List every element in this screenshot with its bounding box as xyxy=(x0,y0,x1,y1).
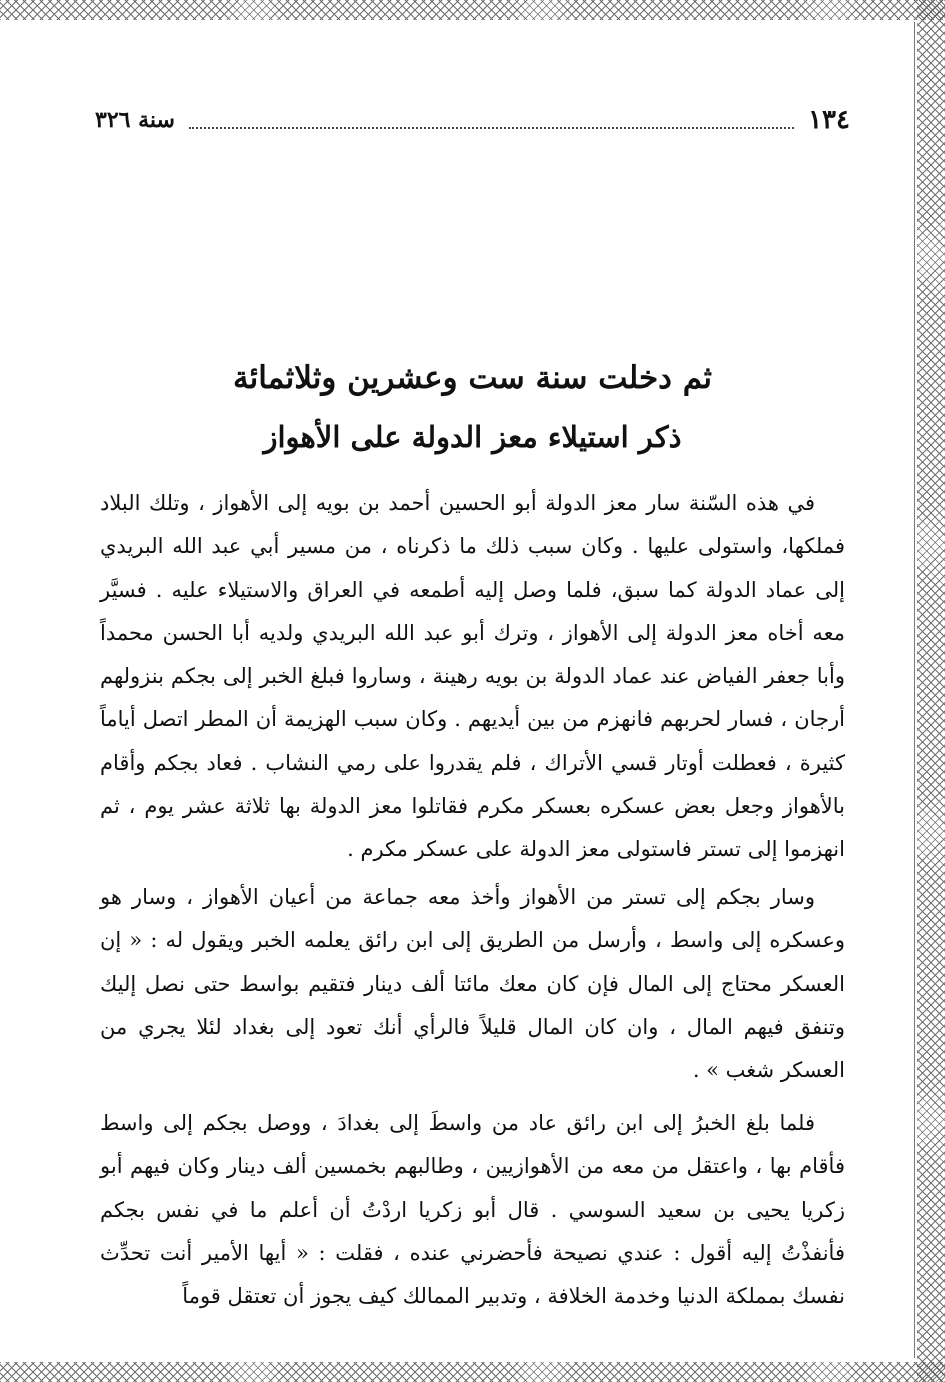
running-header xyxy=(95,100,850,140)
decorative-border-right xyxy=(917,0,945,1382)
section-heading: ذكر استيلاء معز الدولة على الأهواز xyxy=(263,420,682,454)
body-text-block-2 xyxy=(100,876,845,1092)
dotted-leader xyxy=(189,111,794,129)
paragraph: فلما بلغ الخبرُ إلى ابن رائق عاد من واسطَ إلى بغدادَ ، ووصل بجكم إلى واسط فأقام بها ، واعتقل من معه من الأهوازيين ، وطالبهم بخمسين ألف دينار وكان فيهم أبو زكريا يحيى بن سعيد السوسي . قال أبو زكريا اردْتُ أن أعلم ما في نفس بجكم فأنفذْتُ إليه أقول : عندي نصيحة فأحضرني عنده ، فقلت : « أيها الأمير أنت تحدِّث نفسك بمملكة الدنيا وخدمة الخلافة ، وتدبير الممالك كيف يجوز أن تعتقل قوماً xyxy=(100,1111,845,1309)
paragraph: في هذه السّنة سار معز الدولة أبو الحسين أحمد بن بويه إلى الأهواز ، وتلك البلاد فملكها، واستولى عليها . وكان سبب ذلك ما ذكرناه ، من مسير أبي عبد الله البريدي إلى عماد الدولة كما سبق، فلما وصل إليه أطمعه في العراق والاستيلاء عليه . فسيَّر معه أخاه معز الدولة إلى الأهواز ، وترك أبو عبد الله البريدي ولديه أبا الحسن محمداً وأبا جعفر الفياض عند عماد الدولة بن بويه رهينة ، وساروا فبلغ الخبر إلى بجكم بنزولهم أرجان ، فسار لحربهم فانهزم من بين أيديهم . وكان سبب الهزيمة أن المطر اتصل أياماً كثيرة ، فعطلت أوتار قسي الأتراك ، فلم يقدروا على رمي النشاب . فعاد بجكم وأقام بالأهواز وجعل بعض عسكره بعسكر مكرم فقاتلوا معز الدولة بها ثلاثة عشر يوم ، ثم انهزموا إلى تستر فاستولى معز الدولة على عسكر مكرم . xyxy=(100,491,845,862)
decorative-border-bottom xyxy=(0,1362,945,1382)
body-text-block-1 xyxy=(100,482,845,872)
body-text-block-3 xyxy=(100,1102,845,1318)
decorative-border-top xyxy=(0,0,945,20)
running-title: سنة ٣٢٦ xyxy=(95,107,175,133)
paragraph: وسار بجكم إلى تستر من الأهواز وأخذ معه جماعة من أعيان الأهواز ، وسار هو وعسكره إلى واسط ، وأرسل من الطريق إلى ابن رائق يعلمه الخبر ويقول له : « إن العسكر محتاج إلى المال فإن كان معك مائتا ألف دينار فتقيم بواسط حتى نصل إليك وتنفق فيهم المال ، وان كان المال قليلاً فالرأي أنك تعود إلى بغداد لئلا يجري من العسكر شغب » . xyxy=(100,885,845,1083)
frame-rule xyxy=(914,22,915,1358)
chapter-title: ثم دخلت سنة ست وعشرين وثلاثمائة xyxy=(232,360,713,396)
page-number: ١٣٤ xyxy=(808,105,850,135)
